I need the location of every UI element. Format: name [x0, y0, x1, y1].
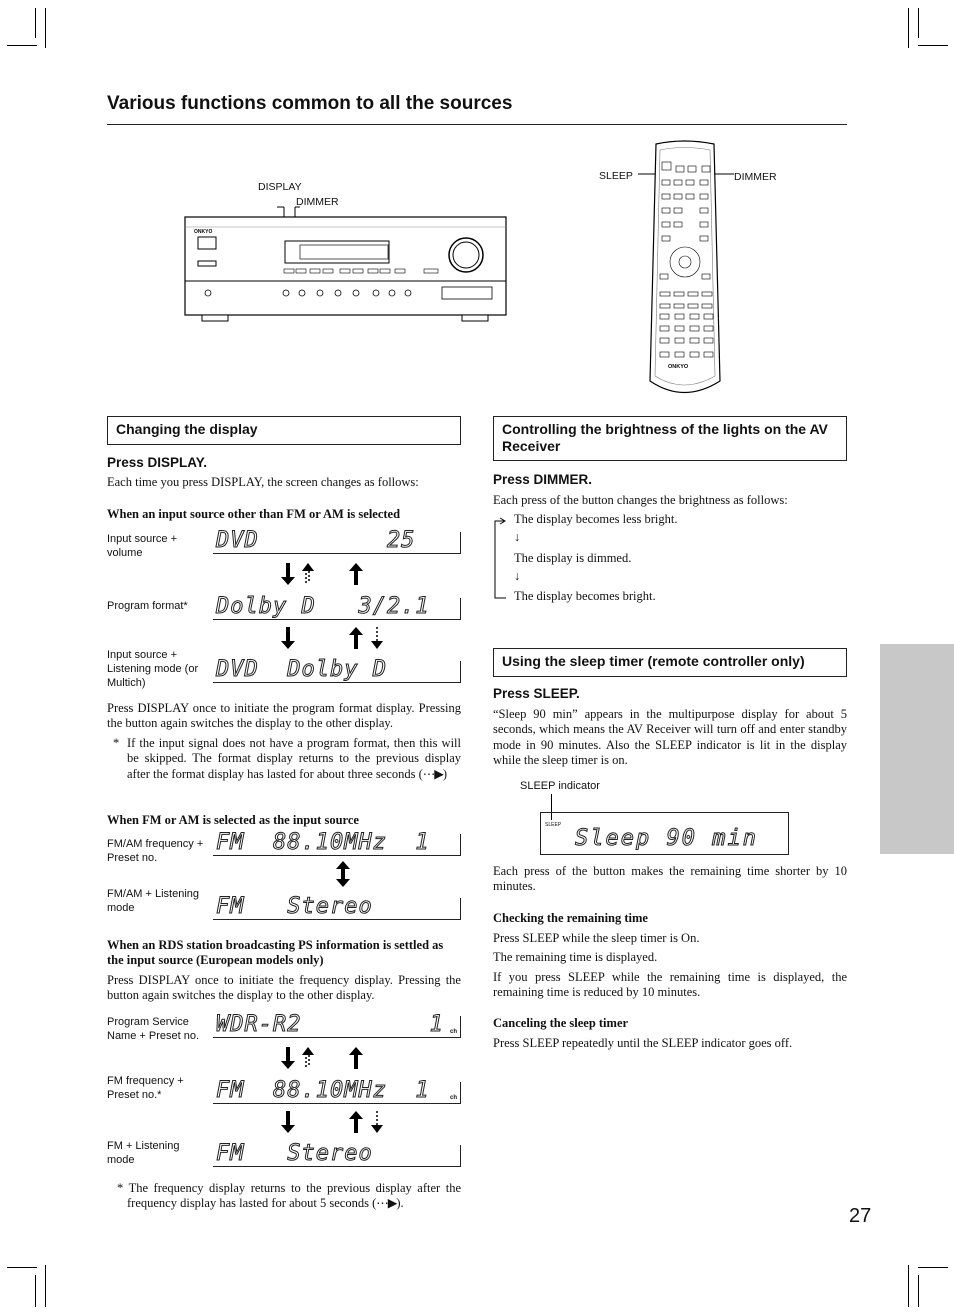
display-row-label: Program format* — [107, 600, 188, 612]
display-row-label: FM + Listening mode — [107, 1140, 180, 1166]
lcd-display: DVD Dolby D — [213, 661, 461, 683]
display-row-label: FM/AM + Listening mode — [107, 888, 200, 914]
crop-mark — [918, 1267, 948, 1268]
crop-mark — [45, 1265, 46, 1307]
case2-heading: When FM or AM is selected as the input source — [107, 813, 359, 827]
lcd-display: FM 88.10MHz 1 — [213, 834, 461, 856]
dimmer-callout: DIMMER — [296, 196, 339, 208]
sleep-paragraph: “Sleep 90 min” appears in the multipurpose display for about 5 seconds, which means the AV Receiver will turn off and enter standby mode in 90 minutes. Also the SLEEP indicator is lit in the display while the sleep timer is on. — [493, 707, 847, 767]
case3-paragraph: Press DISPLAY once to initiate the frequency display. Pressing the button again switches the display to the other display. — [107, 973, 461, 1003]
canceling-text: Press SLEEP repeatedly until the SLEEP indicator goes off. — [493, 1036, 793, 1050]
case1-heading: When an input source other than FM or AM is selected — [107, 507, 401, 521]
receiver-illustration — [180, 205, 515, 327]
dots-arrow-icon: ⋯▶ — [376, 1196, 397, 1211]
lcd-display: FM 88.10MHz 1 ch — [213, 1082, 461, 1104]
display-row-label: FM frequency + Preset no.* — [107, 1075, 184, 1101]
checking-paragraph: If you press SLEEP while the remaining time is displayed, the remaining time is reduced by 10 minutes. — [493, 970, 847, 1000]
crop-mark — [918, 45, 948, 46]
case1-note: If the input signal does not have a program format, then this will be skipped. The format display returns to the previous display after the format display has lasted for about three seconds (⋯▶) — [127, 736, 461, 781]
checking-line: Press SLEEP while the sleep timer is On. — [493, 931, 700, 945]
remote-illustration — [638, 136, 738, 404]
display-callout: DISPLAY — [258, 181, 302, 193]
cycle-arrows — [278, 1045, 398, 1071]
checking-line: The remaining time is displayed. — [493, 950, 658, 964]
dimmer-intro: Each press of the button changes the brightness as follows: — [493, 493, 788, 507]
crop-mark — [7, 45, 37, 46]
display-row-label: Program Service Name + Preset no. — [107, 1016, 200, 1042]
press-sleep-heading: Press SLEEP. — [493, 686, 580, 701]
page-title: Various functions common to all the sources — [107, 93, 513, 114]
crop-mark — [45, 8, 46, 48]
display-row-label: FM/AM frequency + Preset no. — [107, 838, 204, 864]
dots-arrow-icon: ⋯▶ — [422, 766, 443, 781]
lcd-display: Dolby D 3/2.1 — [213, 598, 461, 620]
display-intro: Each time you press DISPLAY, the screen changes as follows: — [107, 475, 419, 489]
cycle-arrows — [278, 1109, 398, 1135]
cycle-arrows — [278, 625, 398, 651]
dimmer-step: The display is dimmed. — [514, 551, 632, 565]
crop-mark — [918, 1275, 919, 1307]
section-sleep: Using the sleep timer (remote controller only) — [493, 648, 847, 677]
down-arrow-icon: ↓ — [514, 530, 521, 544]
page-number: 27 — [849, 1205, 872, 1227]
chapter-tab — [880, 644, 954, 854]
footnote: * The frequency display returns to the previous display after the frequency display has lasted for about 5 seconds (⋯▶). — [117, 1181, 461, 1211]
sleep-each-press: Each press of the button makes the remaining time shorter by 10 minutes. — [493, 864, 847, 894]
case3-heading: When an RDS station broadcasting PS information is settled as the input source (European models only) — [107, 938, 444, 967]
down-arrow-icon: ↓ — [514, 569, 521, 583]
section-dimmer: Controlling the brightness of the lights on the AV Receiver — [493, 416, 847, 461]
title-rule — [107, 124, 847, 125]
case1-paragraph: Press DISPLAY once to initiate the program format display. Pressing the button again switches the display to the other display. — [107, 701, 461, 731]
crop-mark — [35, 1275, 36, 1307]
sleep-indicator-label: SLEEP indicator — [520, 780, 600, 792]
crop-mark — [908, 8, 909, 48]
sleep-display-panel — [540, 812, 789, 855]
press-display-heading: Press DISPLAY. — [107, 455, 208, 470]
sleep-display-text: Sleep 90 min — [575, 826, 758, 851]
section-changing-display: Changing the display — [107, 416, 461, 445]
sleep-callout: SLEEP — [599, 170, 633, 182]
lcd-display: WDR-R2 1 ch — [213, 1016, 461, 1038]
sleep-indicator: SLEEP — [545, 822, 562, 828]
crop-mark — [908, 1265, 909, 1307]
remote-dimmer-callout: DIMMER — [734, 171, 777, 183]
crop-mark — [7, 1267, 37, 1268]
dimmer-step: The display becomes bright. — [514, 589, 656, 603]
dimmer-step: The display becomes less bright. — [514, 512, 678, 526]
dimmer-cycle-bracket — [490, 514, 514, 604]
press-dimmer-heading: Press DIMMER. — [493, 472, 593, 487]
lcd-display: DVD 25 — [213, 532, 461, 554]
checking-heading: Checking the remaining time — [493, 911, 648, 925]
toggle-arrow-icon — [333, 860, 353, 888]
display-row-label: Input source + Listening mode (or Multich) — [107, 649, 199, 689]
lcd-display: FM Stereo — [213, 898, 461, 920]
crop-mark — [918, 8, 919, 38]
svg-text:ONKYO: ONKYO — [668, 364, 689, 370]
canceling-heading: Canceling the sleep timer — [493, 1016, 629, 1030]
cycle-arrows — [278, 561, 398, 587]
display-row-label: Input source + volume — [107, 533, 178, 559]
note-asterisk: * — [113, 736, 120, 750]
crop-mark — [35, 8, 36, 38]
svg-text:ONKYO: ONKYO — [194, 229, 213, 235]
lcd-display: FM Stereo — [213, 1145, 461, 1167]
